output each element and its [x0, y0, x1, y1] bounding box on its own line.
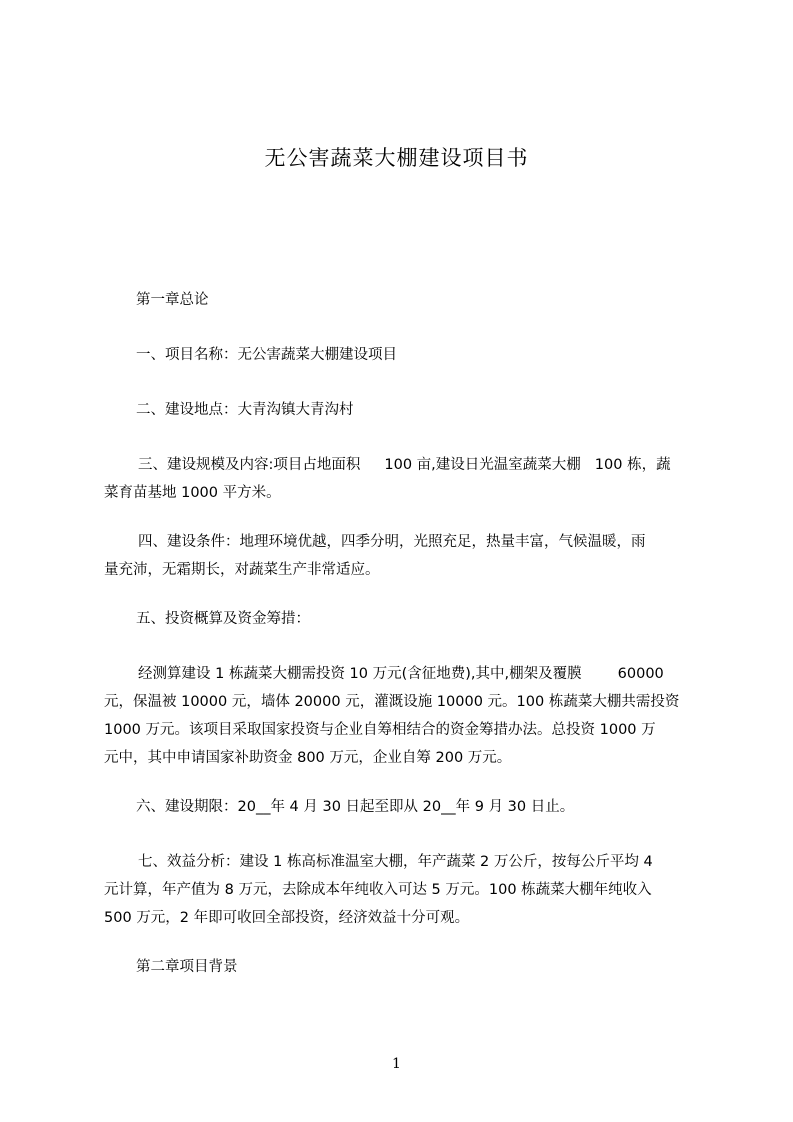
chapter-2-heading-text: 第二章项目背景: [136, 959, 238, 975]
conditions-paragraph: [104, 528, 700, 584]
investment-line-3: 1000 万元。该项目采取国家投资与企业自筹相结合的资金筹措办法。总投资 1000 万: [104, 722, 656, 738]
scale-line-1: [104, 451, 700, 479]
location-paragraph: [104, 396, 700, 424]
investment-line-2: 元，保温被 10000 元，墙体 20000 元，灌溉设施 10000 元。100 栋蔬菜大棚共需投资: [104, 694, 680, 710]
chapter-2-heading: [104, 953, 700, 981]
scale-line-2: 菜育苗基地 1000 平方米。: [104, 485, 281, 501]
conditions-line-1: 四、建设条件：地理环境优越，四季分明，光照充足，热量丰富，气候温暖，雨: [138, 534, 646, 550]
conditions-line-2: 量充沛，无霜期长，对蔬菜生产非常适应。: [104, 562, 380, 578]
location-text: 二、建设地点：大青沟镇大青沟村: [136, 402, 354, 418]
investment-heading-text: 五、投资概算及资金筹措：: [136, 611, 310, 627]
investment-paragraph: [104, 660, 700, 772]
benefit-paragraph: [104, 848, 700, 932]
chapter-1-heading: [104, 286, 700, 314]
benefit-line-3: 500 万元，2 年即可收回全部投资，经济效益十分可观。: [104, 910, 470, 926]
page-number: 1: [392, 1056, 401, 1072]
investment-line-1: [104, 660, 700, 688]
project-name-text: 一、项目名称：无公害蔬菜大棚建设项目: [136, 347, 397, 363]
investment-heading-paragraph: [104, 605, 700, 633]
scale-line-1-part-a: 三、建设规模及内容:项目占地面积: [138, 457, 361, 473]
scale-line-1-part-c: 100 栋，蔬: [594, 457, 671, 473]
investment-line-4: 元中，其中申请国家补助资金 800 万元，企业自筹 200 万元。: [104, 750, 512, 766]
chapter-1-heading-text: 第一章总论: [136, 292, 209, 308]
period-paragraph: [104, 793, 700, 821]
period-text: 六、建设期限：20__年 4 月 30 日起至即从 20__年 9 月 30 日止。: [136, 799, 575, 815]
investment-line-1-part-a: 经测算建设 1 栋蔬菜大棚需投资 10 万元(含征地费),其中,棚架及覆膜: [138, 666, 582, 682]
scale-paragraph: [104, 451, 700, 507]
benefit-line-2: 元计算，年产值为 8 万元，去除成本年纯收入可达 5 万元。100 栋蔬菜大棚年纯收入: [104, 882, 652, 898]
scale-line-1-part-b: 100 亩,建设日光温室蔬菜大棚: [384, 457, 581, 473]
document-title: 无公害蔬菜大棚建设项目书: [264, 146, 529, 170]
project-name-paragraph: [104, 341, 700, 369]
investment-line-1-part-b: 60000: [617, 666, 664, 682]
benefit-line-1: 七、效益分析：建设 1 栋高标准温室大棚，年产蔬菜 2 万公斤，按每公斤平均 4: [138, 854, 653, 870]
